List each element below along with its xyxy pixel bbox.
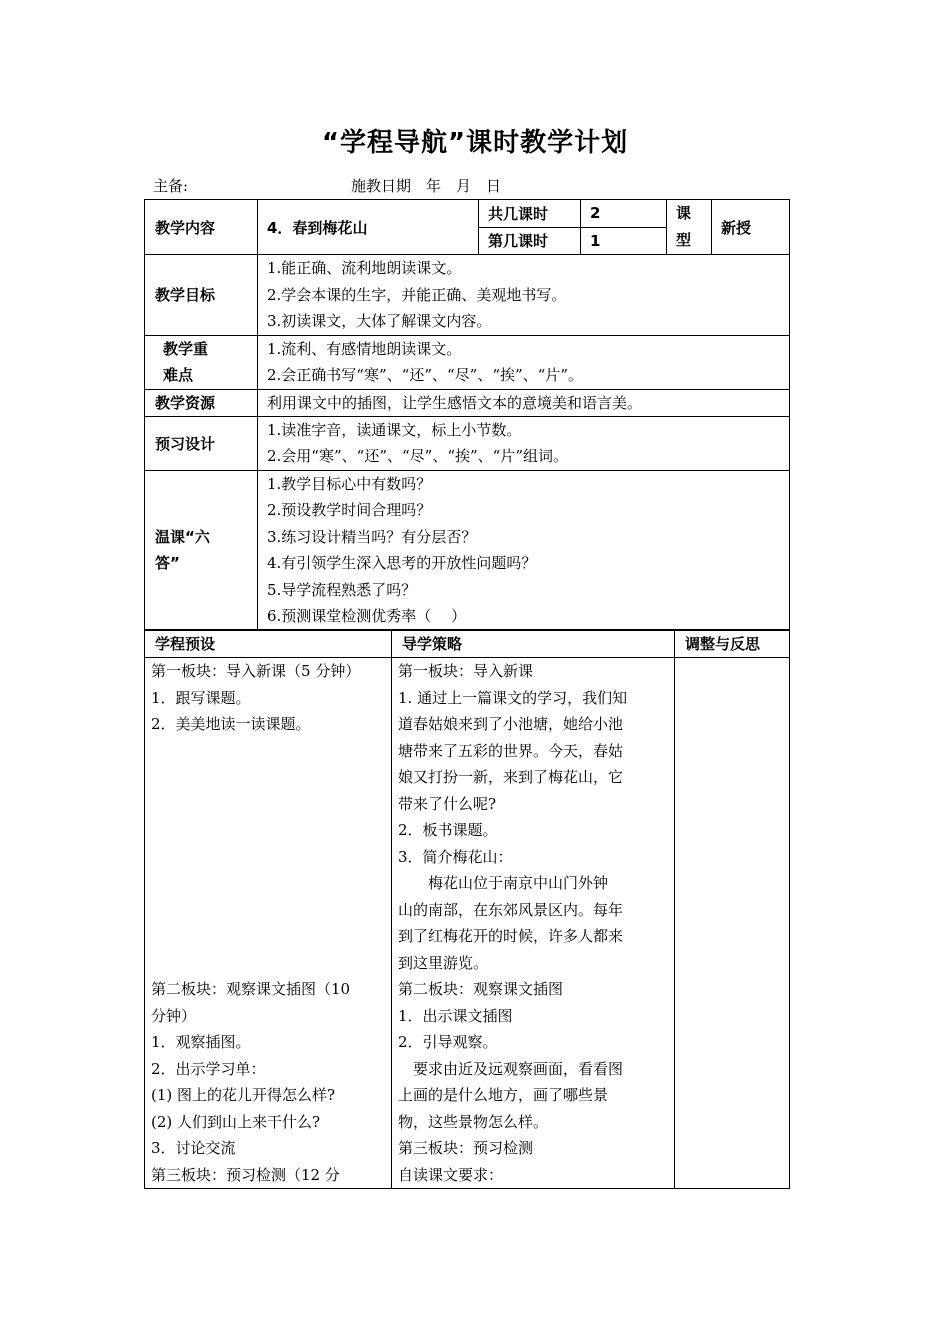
process-line: 第二板块：观察课文插图 bbox=[398, 980, 564, 998]
review-item: 4.有引领学生深入思考的开放性问题吗？ bbox=[267, 554, 537, 572]
goal-item: 3.初读课文，大体了解课文内容。 bbox=[267, 312, 492, 330]
process-line: 第二板块：观察课文插图（10 bbox=[151, 980, 351, 998]
process-line: 梅花山位于南京中山门外钟 bbox=[398, 874, 609, 892]
process-line: 第一板块：导入新课 bbox=[398, 662, 534, 680]
review-item: 1.教学目标心中有数吗？ bbox=[267, 474, 432, 493]
process-line: 分钟） bbox=[151, 1006, 197, 1025]
process-line bbox=[151, 791, 385, 818]
process-line: 要求由近及远观察画面，看看图 bbox=[398, 1059, 624, 1078]
process-line: 第三板块：预习检测 bbox=[398, 1139, 534, 1157]
process-line: 第三板块：预习检测（12 分 bbox=[151, 1165, 340, 1184]
process-line: 2．板书课题。 bbox=[398, 821, 498, 839]
process-line bbox=[151, 897, 385, 924]
key-content bbox=[258, 335, 790, 389]
process-line: 到了红梅花开的时候，许多人都来 bbox=[398, 927, 624, 945]
process-line bbox=[151, 950, 385, 977]
process-line: 3．简介梅花山： bbox=[398, 847, 513, 866]
process-line: 3．讨论交流 bbox=[151, 1139, 236, 1157]
review-label-1: 温课“六 bbox=[155, 528, 210, 546]
process-line: 物，这些景物怎么样。 bbox=[398, 1112, 549, 1131]
process-header-preset: 学程预设 bbox=[145, 630, 392, 658]
preview-item: 1.读准字音，读通课文，标上小节数。 bbox=[267, 420, 522, 439]
process-line: 1. 通过上一篇课文的学习，我们知 bbox=[398, 688, 628, 707]
review-content bbox=[258, 470, 790, 630]
goal-item: 1.能正确、流利地朗读课文。 bbox=[267, 259, 462, 277]
process-line bbox=[151, 870, 385, 897]
process-strategy-lines bbox=[398, 658, 668, 1188]
review-label-2: 答” bbox=[155, 554, 180, 572]
preview-item: 2.会用“寒”、“还”、“尽”、“挨”、“片”组词。 bbox=[267, 447, 568, 465]
process-reflection-cell bbox=[675, 658, 790, 1189]
process-line: 带来了什么呢? bbox=[398, 794, 497, 813]
content-label: 教学内容 bbox=[145, 200, 258, 255]
process-line bbox=[151, 923, 385, 950]
process-header-strategy: 导学策略 bbox=[392, 630, 675, 658]
process-line: 到这里游览。 bbox=[398, 953, 489, 972]
key-label-1: 教学重 bbox=[163, 340, 209, 358]
process-line: 塘带来了五彩的世界。今天，春姑 bbox=[398, 741, 624, 760]
process-line: 2．引导观察。 bbox=[398, 1033, 498, 1051]
process-line: 1．出示课文插图 bbox=[398, 1006, 513, 1025]
type-label-2: 型 bbox=[676, 231, 692, 249]
lesson-title: 4．春到梅花山 bbox=[258, 200, 479, 255]
key-item: 2.会正确书写“寒”、“还”、“尽”、“挨”、“片”。 bbox=[267, 366, 583, 384]
review-item: 5.导学流程熟悉了吗？ bbox=[267, 580, 417, 599]
resources-label: 教学资源 bbox=[145, 389, 258, 416]
goal-item: 2.学会本课的生字，并能正确、美观地书写。 bbox=[267, 285, 567, 304]
review-item: 6.预测课堂检测优秀率（ ） bbox=[267, 607, 467, 625]
process-line: (2) 人们到山上来干什么? bbox=[151, 1112, 321, 1131]
goals-content bbox=[258, 255, 790, 336]
current-hour-value: 1 bbox=[581, 227, 667, 255]
key-item: 1.流利、有感情地朗读课文。 bbox=[267, 339, 462, 358]
preparer-label: 主备: bbox=[153, 177, 189, 195]
process-line: 第一板块：导入新课（5 分钟） bbox=[151, 662, 361, 680]
process-line: 道春姑娘来到了小池塘，她给小池 bbox=[398, 715, 624, 733]
process-line bbox=[151, 738, 385, 765]
page-title: “学程导航”课时教学计划 bbox=[321, 128, 629, 158]
date-label: 施教日期 年 月 日 bbox=[351, 177, 502, 195]
total-hours-label: 共几课时 bbox=[479, 200, 581, 228]
key-difficulty-label bbox=[145, 335, 258, 389]
process-line: 1．跟写课题。 bbox=[151, 688, 251, 707]
process-line: 2．美美地读一读课题。 bbox=[151, 715, 311, 733]
current-hour-label: 第几课时 bbox=[479, 227, 581, 255]
process-preset-lines bbox=[151, 658, 385, 1188]
process-header-reflection: 调整与反思 bbox=[675, 630, 790, 658]
review-item: 3.练习设计精当吗？有分层否？ bbox=[267, 527, 477, 546]
type-label bbox=[667, 200, 712, 255]
review-label bbox=[145, 470, 258, 630]
process-line: 2．出示学习单： bbox=[151, 1059, 266, 1078]
process-line: (1) 图上的花儿开得怎么样? bbox=[151, 1086, 336, 1104]
process-line: 1．观察插图。 bbox=[151, 1033, 251, 1051]
process-line bbox=[151, 844, 385, 871]
key-label-2: 难点 bbox=[163, 366, 194, 384]
process-line bbox=[151, 817, 385, 844]
goals-label: 教学目标 bbox=[145, 255, 258, 336]
process-line: 山的南部，在东郊风景区内。每年 bbox=[398, 900, 624, 919]
preview-label: 预习设计 bbox=[145, 416, 258, 470]
process-line: 上画的是什么地方，画了哪些景 bbox=[398, 1086, 609, 1104]
process-table bbox=[144, 629, 790, 1189]
process-line: 娘又打扮一新，来到了梅花山，它 bbox=[398, 768, 624, 786]
resources-text: 利用课文中的插图，让学生感悟文本的意境美和语言美。 bbox=[258, 389, 790, 416]
process-strategy-cell bbox=[392, 658, 675, 1189]
type-value: 新授 bbox=[712, 200, 790, 255]
review-item: 2.预设教学时间合理吗？ bbox=[267, 501, 432, 519]
plan-table bbox=[144, 199, 790, 631]
process-line bbox=[151, 764, 385, 791]
process-line: 自读课文要求： bbox=[398, 1165, 504, 1184]
total-hours-value: 2 bbox=[581, 200, 667, 228]
type-label-1: 课 bbox=[676, 204, 692, 222]
process-preset-cell bbox=[145, 658, 392, 1189]
preview-content bbox=[258, 416, 790, 470]
